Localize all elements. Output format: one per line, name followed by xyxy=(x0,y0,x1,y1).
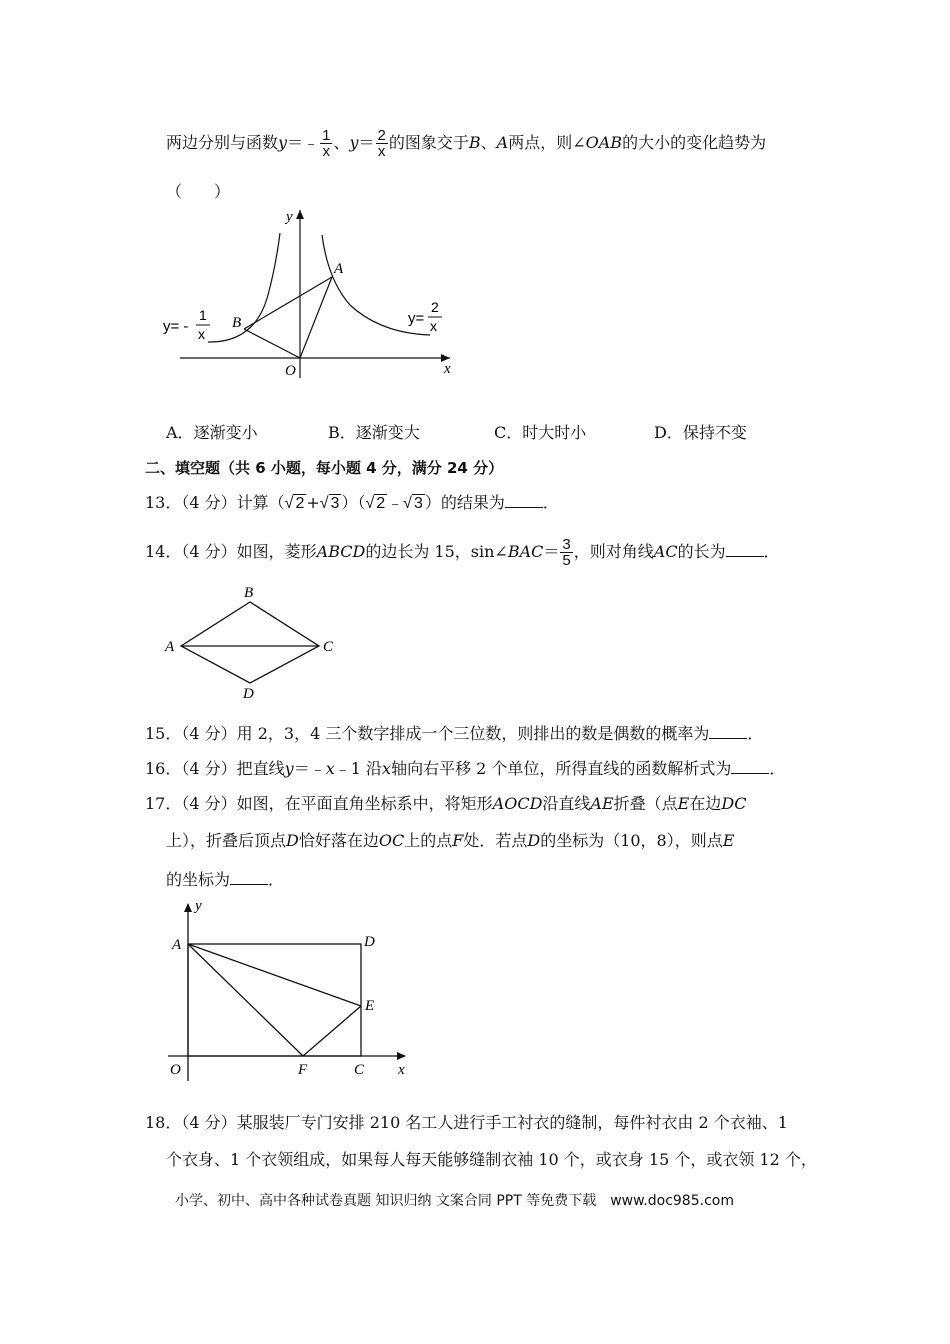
q12-f1-fraction: $\frac{1}{x}$ xyxy=(322,127,331,160)
segment-ae xyxy=(188,944,361,1006)
q12-f1-lhs: y xyxy=(278,133,288,152)
q12-option-b[interactable] xyxy=(328,421,420,445)
q12-angle: OAB xyxy=(585,133,623,152)
q17-d: D xyxy=(286,831,299,850)
q12-text-post-c: 的大小的变化趋势为 xyxy=(622,133,767,152)
option-text: 时大时小 xyxy=(522,423,587,442)
radicand: 3 xyxy=(413,495,423,512)
label-c: C xyxy=(354,1062,365,1078)
q14-number: 14． xyxy=(145,542,182,561)
section-2-heading: 二、填空题（共 6 小题，每小题 4 分，满分 24 分） xyxy=(145,459,504,477)
q17-answer-blank[interactable] xyxy=(230,868,268,885)
q12-text-pre: 两边分别与函数 xyxy=(166,133,279,152)
q16-eq: ＝﹣ xyxy=(293,759,326,778)
q13-answer-blank[interactable] xyxy=(505,491,543,508)
q13-tail: ）的结果为 xyxy=(424,493,505,512)
question-15 xyxy=(145,722,763,746)
q13-text: （4 分）计算（ xyxy=(181,493,285,512)
q12-point-a: A xyxy=(496,133,509,152)
q13-sqrt-2: √ 3 xyxy=(319,495,340,512)
label-o: O xyxy=(285,363,296,379)
question-18-line-2: 个衣身、1 个衣领组成，如果每人每天能够缝制衣袖 10 个，或衣身 15 个，或衣领 12 个， xyxy=(166,1150,817,1169)
numerator: 3 xyxy=(562,536,571,553)
q14-eq: ＝ xyxy=(543,542,560,561)
q15-end: ． xyxy=(747,724,764,743)
q14-text-pre: （4 分）如图，菱形 xyxy=(181,542,317,561)
q17-text: 上的点 xyxy=(404,831,453,850)
label-c: C xyxy=(323,639,334,655)
label-x: x xyxy=(398,1062,405,1078)
q17-text: 处．若点 xyxy=(463,831,528,850)
q12-f2-lhs: y xyxy=(349,133,359,152)
radicand: 2 xyxy=(295,495,305,512)
q14-angle: BAC xyxy=(507,542,544,561)
q17-dc: DC xyxy=(721,794,747,813)
q15-text: （4 分）用 2，3，4 三个数字排成一个三位数，则排出的数是偶数的概率为 xyxy=(181,724,710,743)
q15-number: 15． xyxy=(145,724,182,743)
right-curve-num: 2 xyxy=(431,299,439,315)
q12-point-b: B xyxy=(468,133,481,152)
q13-sqrt-1: √ 2 xyxy=(284,495,305,512)
q18-text: （4 分）某服装厂专门安排 210 名工人进行手工衬衣的缝制，每件衬衣由 2 个衣袖、1 xyxy=(181,1113,788,1132)
q17-text: 的坐标为（10，8），则点 xyxy=(540,831,723,850)
q13-sqrt-3: √ 2 xyxy=(365,495,386,512)
q13-plus: + xyxy=(306,493,320,512)
left-curve-den: x xyxy=(198,326,205,342)
q17-e: E xyxy=(677,794,690,813)
option-text: 逐渐变大 xyxy=(355,423,420,442)
segment-ab xyxy=(244,277,332,329)
q16-text-pre: （4 分）把直线 xyxy=(181,759,285,778)
question-13 xyxy=(145,491,559,516)
label-b: B xyxy=(244,585,254,601)
q15-answer-blank[interactable] xyxy=(709,722,747,739)
option-letter: C． xyxy=(494,423,523,442)
label-b: B xyxy=(232,315,242,331)
q12-option-c[interactable] xyxy=(494,421,586,445)
label-a: A xyxy=(334,261,344,277)
q18-number: 18． xyxy=(145,1113,182,1132)
q12-stem-line xyxy=(166,128,766,159)
denominator: 5 xyxy=(562,552,571,569)
q17-text: （4 分）如图，在平面直角坐标系中，将矩形 xyxy=(181,794,493,813)
q16-number: 16． xyxy=(145,759,182,778)
q14-shape: ABCD xyxy=(316,542,366,561)
q17-ae: AE xyxy=(590,794,614,813)
label-f: F xyxy=(298,1062,308,1078)
segment-ob xyxy=(244,329,300,358)
q17-d2: D xyxy=(527,831,541,850)
option-text: 逐渐变小 xyxy=(193,423,258,442)
q17-text: 折叠（点 xyxy=(613,794,678,813)
q14-text-mid2: ，则对角线 xyxy=(573,542,654,561)
label-a: A xyxy=(165,639,175,655)
q12-sep: 、 xyxy=(333,133,350,152)
q12-text-post-b: 两点，则∠ xyxy=(508,133,586,152)
question-16 xyxy=(145,757,785,781)
q17-rectangle-figure xyxy=(160,896,420,1086)
q16-tail: 轴向右平移 2 个单位，所得直线的函数解析式为 xyxy=(391,759,732,778)
option-letter: B． xyxy=(328,423,356,442)
curve-y-neg-1-over-x xyxy=(208,233,280,342)
x-axis-arrow xyxy=(397,1052,406,1060)
question-17-line-2 xyxy=(166,829,734,853)
q13-mid: ）（ xyxy=(341,493,366,512)
q16-mid: ﹣1 沿 xyxy=(334,759,383,778)
radicand: 2 xyxy=(376,495,386,512)
radicand: 3 xyxy=(330,495,340,512)
question-17-line-3 xyxy=(166,868,284,892)
option-letter: D． xyxy=(654,423,683,442)
q16-x-axis-var: x xyxy=(382,759,392,778)
label-x: x xyxy=(444,361,451,377)
q14-diagonal: AC xyxy=(653,542,678,561)
label-y: y xyxy=(286,209,293,225)
q17-text: 沿直线 xyxy=(542,794,591,813)
left-curve-label: y= - xyxy=(163,318,189,335)
label-d: D xyxy=(364,934,375,950)
q12-option-a[interactable] xyxy=(166,421,258,445)
q14-text-mid: 的边长为 15，sin∠ xyxy=(365,542,508,561)
q12-f2-eq: ＝ xyxy=(358,133,375,152)
q17-oc: OC xyxy=(378,831,405,850)
q12-f2-fraction: $\frac{2}{x}$ xyxy=(377,127,386,160)
label-o: O xyxy=(170,1062,181,1078)
segment-af xyxy=(188,944,303,1056)
q17-text: 上），折叠后顶点 xyxy=(166,831,287,850)
question-17-line-1 xyxy=(145,792,746,816)
q17-end: ． xyxy=(268,870,285,889)
q13-minus: ﹣ xyxy=(387,493,404,512)
label-e: E xyxy=(365,998,375,1014)
option-text: 保持不变 xyxy=(682,423,747,442)
q17-text: 在边 xyxy=(689,794,722,813)
q12-text-post-a: 的图象交于 xyxy=(388,133,469,152)
segment-fe xyxy=(303,1006,361,1056)
option-letter: A． xyxy=(166,423,194,442)
q14-tail: 的长为 xyxy=(677,542,726,561)
q17-number: 17． xyxy=(145,794,182,813)
label-y: y xyxy=(195,898,202,914)
q17-text: 的坐标为 xyxy=(166,870,231,889)
q16-x: x xyxy=(325,759,335,778)
q17-f: F xyxy=(452,831,464,850)
q12-f1-eq: ＝﹣ xyxy=(287,133,320,152)
q17-text: 恰好落在边 xyxy=(298,831,379,850)
q13-sqrt-4: √ 3 xyxy=(403,495,423,512)
question-18-line-1 xyxy=(145,1111,788,1135)
q16-end: ． xyxy=(769,759,786,778)
rhombus-abcd xyxy=(181,602,319,683)
q17-rect: AOCD xyxy=(492,794,543,813)
y-axis-arrow xyxy=(296,210,304,219)
segment-oa xyxy=(300,277,332,358)
question-14 xyxy=(145,537,780,568)
rectangle-aocd xyxy=(188,944,361,1056)
q14-fraction xyxy=(560,537,572,568)
q12-hyperbola-figure xyxy=(160,205,460,380)
q17-e2: E xyxy=(722,831,735,850)
q12-comma: 、 xyxy=(480,133,497,152)
q16-y: y xyxy=(284,759,294,778)
left-curve-num: 1 xyxy=(199,307,207,323)
q14-rhombus-figure xyxy=(160,578,345,706)
q14-end: ． xyxy=(763,542,780,561)
label-a: A xyxy=(172,937,182,953)
q12-answer-paren: （ ） xyxy=(166,182,231,201)
q13-number: 13． xyxy=(145,493,182,512)
right-curve-den: x xyxy=(430,318,437,334)
q13-end: ． xyxy=(542,493,559,512)
q14-answer-blank[interactable] xyxy=(726,540,764,557)
page-footer: 小学、初中、高中各种试卷真题 知识归纳 文案合同 PPT 等免费下载 www.doc985.com xyxy=(175,1193,734,1209)
right-curve-label: y= xyxy=(408,310,425,327)
q16-answer-blank[interactable] xyxy=(731,757,769,774)
q12-option-d[interactable] xyxy=(654,421,747,445)
label-d: D xyxy=(243,686,254,702)
y-axis-arrow xyxy=(184,903,192,912)
